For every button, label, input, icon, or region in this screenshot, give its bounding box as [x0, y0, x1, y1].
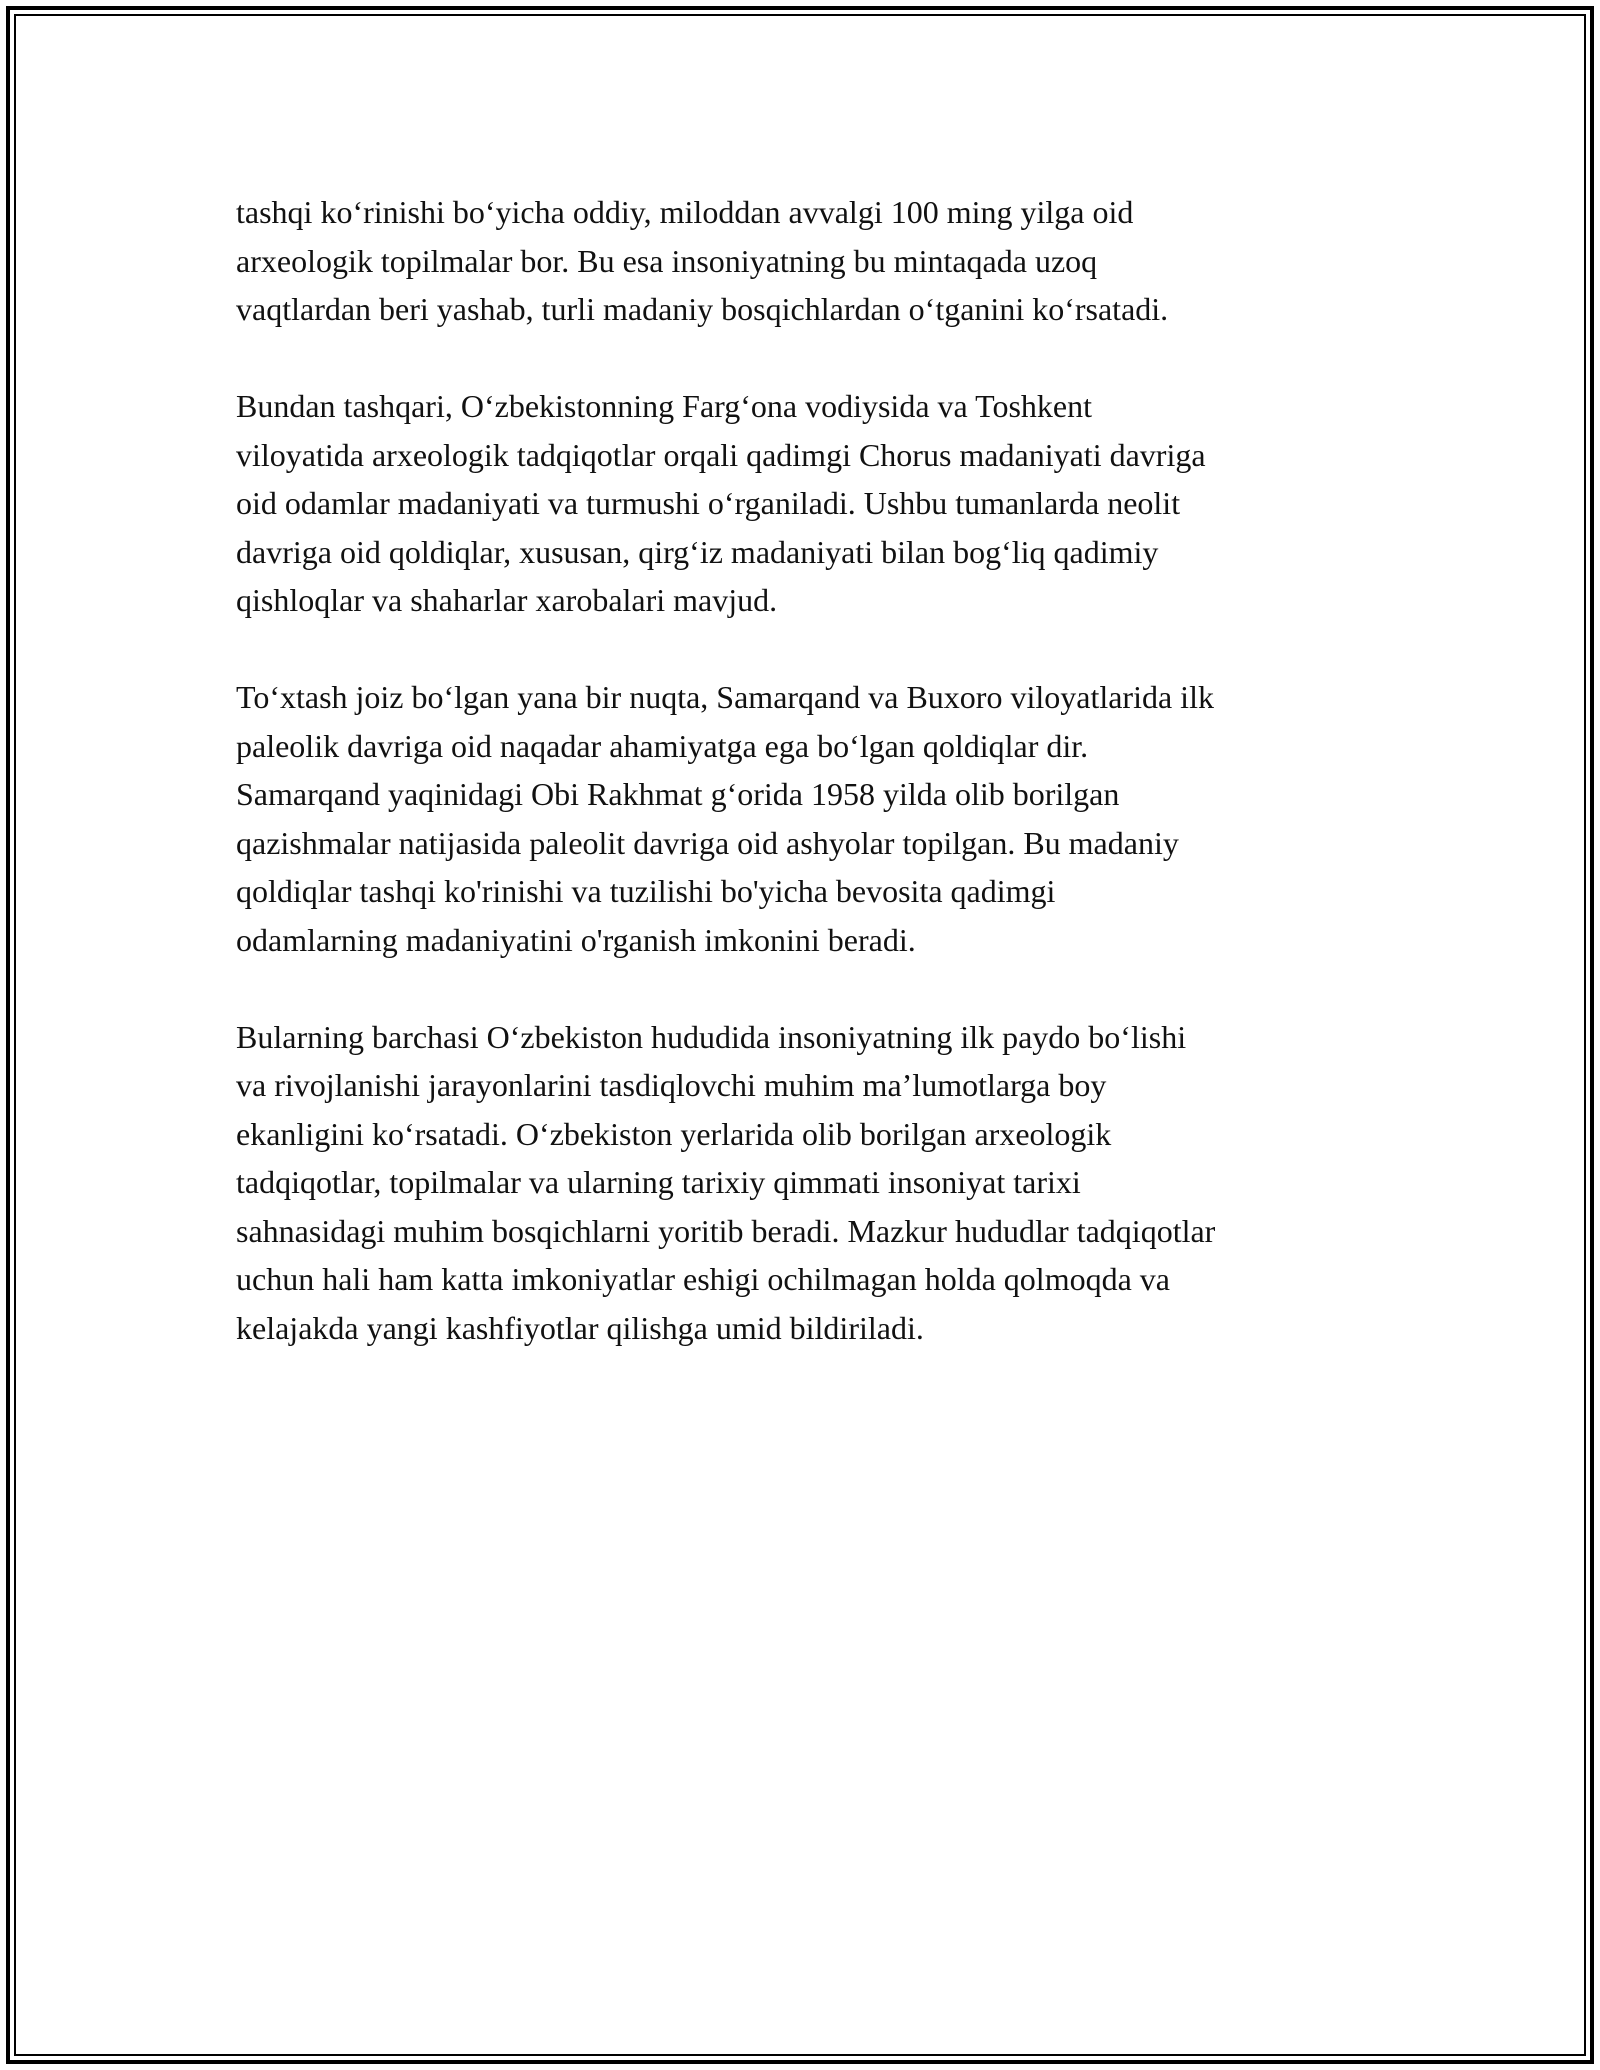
text-line: oid odamlar madaniyati va turmushi o‘rganiladi. Ushbu tumanlarda neolit: [236, 485, 1181, 521]
text-line: uchun hali ham katta imkoniyatlar eshigi ochilmagan holda qolmoqda va: [236, 1261, 1170, 1297]
text-line: arxeologik topilmalar bor. Bu esa insoniyatning bu mintaqada uzoq: [236, 242, 1098, 279]
text-line: Bundan tashqari, O‘zbekistonning Farg‘ona vodiysida va Toshkent: [236, 388, 1092, 424]
document-body: [236, 188, 1376, 1401]
text-line: Bularning barchasi O‘zbekiston hududida insoniyatning ilk paydo bo‘lishi: [236, 1018, 1187, 1055]
text-line: viloyatida arxeologik tadqiqotlar orqali qadimgi Chorus madaniyati davriga: [236, 436, 1206, 473]
text-line: vaqtlardan beri yashab, turli madaniy bosqichlardan o‘tganini ko‘rsatadi.: [236, 291, 1169, 327]
text-line: davriga oid qoldiqlar, xususan, qirg‘iz madaniyati bilan bog‘liq qadimiy: [236, 533, 1159, 570]
paragraph-2: [236, 382, 1376, 625]
text-line: kelajakda yangi kashfiyotlar qilishga umid bildiriladi.: [236, 1309, 924, 1346]
text-line: qoldiqlar tashqi ko'rinishi va tuzilishi bo'yicha bevosita qadimgi: [236, 873, 1056, 909]
text-line: Samarqand yaqinidagi Obi Rakhmat g‘orida 1958 yilda olib borilgan: [236, 776, 1120, 812]
paragraph-1: [236, 188, 1376, 334]
text-line: tashqi ko‘rinishi bo‘yicha oddiy, miloddan avvalgi 100 ming yilga oid: [236, 194, 1134, 230]
text-line: va rivojlanishi jarayonlarini tasdiqlovchi muhim ma’lumotlarga boy: [236, 1067, 1107, 1103]
text-line: ekanligini ko‘rsatadi. O‘zbekiston yerlarida olib borilgan arxeologik: [236, 1115, 1112, 1152]
text-line: tadqiqotlar, topilmalar va ularning tarixiy qimmati insoniyat tarixi: [236, 1164, 1081, 1200]
text-line: qazishmalar natijasida paleolit davriga oid ashyolar topilgan. Bu madaniy: [236, 824, 1179, 861]
text-line: To‘xtash joiz bo‘lgan yana bir nuqta, Samarqand va Buxoro viloyatlarida ilk: [236, 679, 1214, 715]
text-line: paleolik davriga oid naqadar ahamiyatga ega bo‘lgan qoldiqlar dir.: [236, 727, 1089, 764]
text-line: sahnasidagi muhim bosqichlarni yoritib beradi. Mazkur hududlar tadqiqotlar: [236, 1212, 1216, 1249]
paragraph-3: [236, 673, 1376, 964]
paragraph-4: [236, 1013, 1376, 1353]
text-line: qishloqlar va shaharlar xarobalari mavjud.: [236, 582, 778, 618]
text-line: odamlarning madaniyatini o'rganish imkonini beradi.: [236, 921, 916, 958]
